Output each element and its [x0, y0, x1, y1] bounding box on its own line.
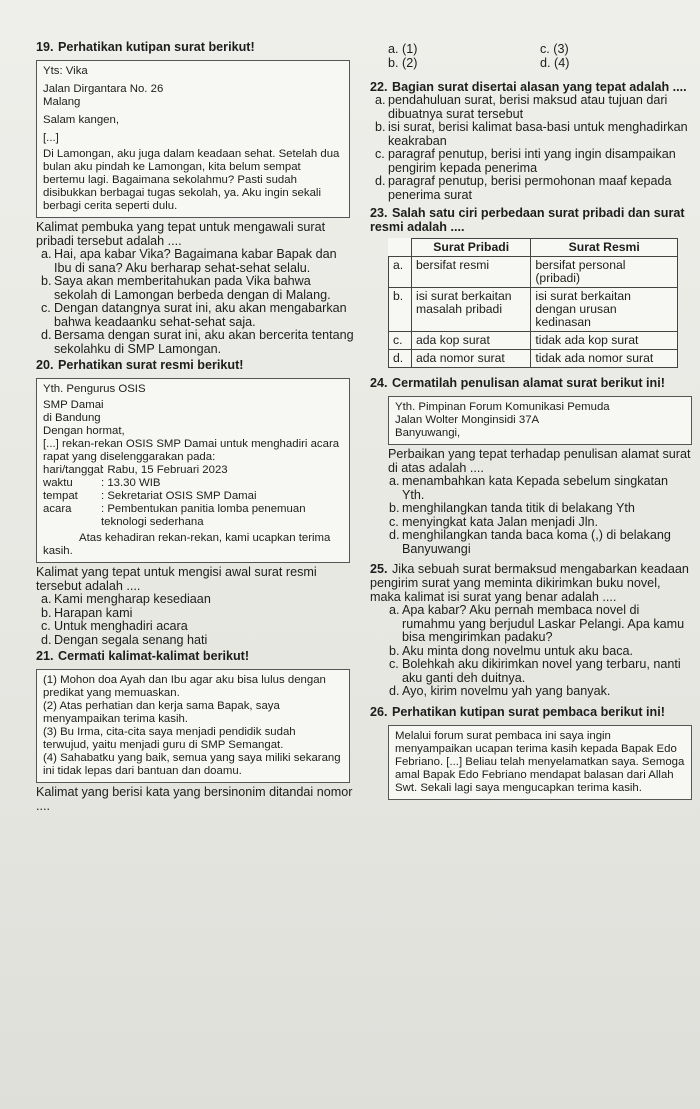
option-c[interactable]: [36, 302, 354, 329]
cell-official: isi surat berkaitan dengan urusan kedinasan: [531, 288, 678, 332]
option-b[interactable]: [36, 607, 354, 621]
option-c[interactable]: [540, 42, 692, 56]
option-letter: a.: [375, 93, 386, 107]
option-a[interactable]: [370, 94, 692, 121]
option-letter: d.: [389, 528, 400, 542]
sentence-item: (1) Mohon doa Ayah dan Ibu agar aku bisa lulus dengan predikat yang memuaskan.: [43, 674, 326, 699]
option-letter: a.: [389, 603, 400, 617]
option-c[interactable]: [370, 516, 692, 530]
question-prompt: Salah satu ciri perbedaan surat pribadi dan surat resmi adalah ....: [370, 206, 685, 234]
option-text: (4): [554, 56, 570, 70]
option-text: menghilangkan tanda baca koma (,) di belakang Banyuwangi: [402, 528, 671, 556]
question-stem: Kalimat pembuka yang tepat untuk mengawali surat pribadi tersebut adalah ....: [36, 220, 326, 248]
option-text: Aku minta dong novelmu untuk aku baca.: [402, 643, 634, 658]
option-text: Dengan segala senang hati: [54, 632, 208, 647]
sentence-item: (4) Sahabatku yang baik, semua yang saya miliki sekarang ini tidak lepas dari bantuan dan doamu.: [43, 752, 341, 777]
letter-city: di Bandung: [43, 412, 101, 424]
detail-row: [43, 464, 343, 477]
cell-personal: isi surat berkaitan masalah pribadi: [412, 288, 531, 332]
option-text: Bolehkah aku dikirimkan novel yang terbaru, nanti aku ganti deh duitnya.: [402, 657, 681, 685]
option-letter: b.: [41, 274, 52, 288]
detail-row: [43, 490, 343, 503]
address-line: Banyuwangi,: [395, 427, 461, 439]
option-d[interactable]: [36, 329, 354, 356]
q21-answer-options: [370, 42, 692, 70]
question-stem: Kalimat yang tepat untuk mengisi awal surat resmi tersebut adalah ....: [36, 565, 317, 593]
question-23: [370, 206, 692, 234]
option-letter: a.: [41, 247, 52, 261]
question-25: [370, 562, 692, 604]
option-b[interactable]: [370, 502, 692, 516]
option-text: menyingkat kata Jalan menjadi Jln.: [402, 514, 599, 529]
option-text: paragraf penutup, berisi permohonan maaf kepada penerima surat: [388, 174, 672, 202]
option-letter: b.: [389, 643, 400, 658]
cell-official: bersifat personal (pribadi): [531, 257, 678, 288]
letter-opening: [...] rekan-rekan OSIS SMP Damai untuk menghadiri acara rapat yang diselenggarakan pada:: [43, 438, 340, 463]
option-c[interactable]: [370, 658, 692, 685]
question-number: 24.: [370, 376, 388, 390]
option-letter: c.: [540, 42, 550, 56]
cell-personal: ada nomor surat: [412, 350, 531, 368]
letter-greeting: Dengan hormat,: [43, 425, 125, 437]
personal-letter-excerpt: [36, 60, 350, 218]
letter-body: Di Lamongan, aku juga dalam keadaan sehat. Setelah dua bulan aku pindah ke Lamongan, kita belum sempat bertemu lagi. Bagaimana sekolahmu? Pasti sudah disibukkan berbagai tugas sekolah, ya. Aku ingin sekali berbagi cerita seperti dulu.: [43, 148, 340, 212]
cell-official: tidak ada kop surat: [531, 332, 678, 350]
question-prompt: Perhatikan surat resmi berikut!: [58, 358, 244, 372]
question-22: [370, 80, 692, 94]
option-letter: d.: [41, 328, 52, 342]
option-text: pendahuluan surat, berisi maksud atau tujuan dari dibuatnya surat tersebut: [388, 93, 668, 121]
option-d[interactable]: [370, 175, 692, 202]
letter-city: Malang: [43, 96, 81, 108]
option-letter: d.: [540, 56, 551, 70]
option-b[interactable]: [388, 56, 540, 70]
question-prompt: Jika sebuah surat bermaksud mengabarkan keadaan pengirim surat yang meminta dikirimkan buku novel, maka kalimat isi surat yang benar adalah ....: [370, 562, 689, 604]
option-text: menghilangkan tanda titik di belakang Yth: [402, 501, 635, 515]
option-a[interactable]: [36, 248, 354, 275]
option-d[interactable]: [370, 529, 692, 556]
letter-school: SMP Damai: [43, 399, 104, 411]
detail-value: : Pembentukan panitia lomba penemuan teknologi sederhana: [101, 503, 306, 528]
letter-address: Jalan Dirgantara No. 26: [43, 83, 164, 95]
option-d[interactable]: [370, 685, 692, 699]
option-d[interactable]: [36, 634, 354, 648]
question-number: 26.: [370, 704, 388, 719]
detail-value: : Rabu, 15 Februari 2023: [101, 464, 228, 476]
option-c[interactable]: [36, 620, 354, 634]
question-prompt: Perhatikan kutipan surat pembaca berikut ini!: [392, 704, 665, 719]
question-19: [36, 40, 354, 54]
cell-personal: ada kop surat: [412, 332, 531, 350]
reader-letter-box: [388, 725, 692, 800]
option-letter: b.: [41, 605, 52, 620]
detail-key: hari/tanggal: [43, 464, 103, 476]
reader-letter-text: Melalui forum surat pembaca ini saya ingin menyampaikan ucapan terima kasih kepada Bapak Edo Febriano. [...] Beliau telah menyelamatkan saya. Semoga amal Bapak Edo Febriano mendapat balasan dari Allah Swt. Sekali lagi saya mengucapkan terima kasih.: [395, 729, 685, 794]
question-number: 19.: [36, 40, 54, 54]
option-a[interactable]: [370, 604, 692, 645]
detail-row: [43, 477, 343, 490]
question-number: 20.: [36, 358, 54, 372]
question-prompt: Perhatikan kutipan surat berikut!: [58, 40, 255, 54]
detail-key: tempat: [43, 490, 78, 502]
question-26: [370, 705, 692, 719]
table-row[interactable]: [389, 257, 678, 288]
option-letter: d.: [41, 632, 52, 647]
option-letter: c.: [375, 147, 385, 161]
option-text: Bersama dengan surat ini, aku akan bercerita tentang sekolahku di SMP Lamongan.: [54, 328, 354, 356]
cell-personal: bersifat resmi: [412, 257, 531, 288]
question-number: 23.: [370, 206, 388, 220]
row-letter: b.: [389, 288, 412, 332]
option-b[interactable]: [370, 645, 692, 659]
q24-options: [370, 475, 692, 556]
comparison-table: [388, 238, 678, 368]
option-text: Untuk menghadiri acara: [54, 619, 188, 633]
option-letter: a.: [41, 592, 52, 606]
option-b[interactable]: [370, 121, 692, 148]
option-d[interactable]: [540, 56, 692, 70]
letter-recipient: Yth. Pengurus OSIS: [43, 383, 146, 395]
table-row[interactable]: [389, 350, 678, 368]
address-line: Yth. Pimpinan Forum Komunikasi Pemuda: [395, 401, 610, 413]
detail-key: waktu: [43, 477, 73, 489]
option-text: Dengan datangnya surat ini, aku akan mengabarkan bahwa keadaanku sehat-sehat saja.: [54, 301, 347, 329]
question-stem: Perbaikan yang tepat terhadap penulisan alamat surat di atas adalah ....: [388, 447, 691, 475]
table-row[interactable]: [389, 288, 678, 332]
detail-value: : 13.30 WIB: [101, 477, 161, 489]
question-prompt: Cermatilah penulisan alamat surat berikut ini!: [392, 376, 665, 390]
question-21: [36, 649, 354, 663]
question-number: 25.: [370, 562, 388, 576]
option-letter: c.: [389, 657, 399, 671]
option-text: Kami mengharap kesediaan: [54, 592, 211, 606]
option-letter: d.: [375, 174, 386, 188]
option-text: isi surat, berisi kalimat basa-basi untuk menghadirkan keakraban: [388, 120, 688, 148]
row-letter: c.: [389, 332, 412, 350]
option-letter: d.: [389, 684, 400, 698]
letter-ellipsis: [...]: [43, 132, 59, 144]
cell-official: tidak ada nomor surat: [531, 350, 678, 368]
option-text: (2): [402, 56, 418, 70]
q20-options: [36, 593, 354, 647]
option-letter: b.: [388, 56, 399, 70]
left-column: [36, 40, 354, 813]
table-header-row: [389, 239, 678, 257]
q25-options: [370, 604, 692, 699]
question-number: 22.: [370, 80, 388, 94]
option-text: Hai, apa kabar Vika? Bagaimana kabar Bapak dan Ibu di sana? Aku berharap sehat-sehat selalu.: [54, 247, 337, 275]
sentence-item: (3) Bu Irma, cita-cita saya menjadi pendidik sudah terwujud, yaitu menjadi guru di SMP Semangat.: [43, 726, 296, 751]
header-official: Surat Resmi: [531, 239, 678, 257]
option-text: menambahkan kata Kepada sebelum singkatan Yth.: [402, 474, 669, 502]
question-number: 21.: [36, 649, 54, 663]
option-letter: b.: [389, 501, 400, 515]
address-line: Jalan Wolter Monginsidi 37A: [395, 414, 540, 426]
option-letter: b.: [375, 120, 386, 134]
question-20: [36, 358, 354, 372]
option-text: Apa kabar? Aku pernah membaca novel di rumahmu yang berjudul Laskar Pelangi. Apa kamu bisa mengirimkan padaku?: [402, 603, 685, 644]
option-a[interactable]: [388, 42, 540, 56]
detail-value: : Sekretariat OSIS SMP Damai: [101, 490, 257, 502]
option-a[interactable]: [36, 593, 354, 607]
question-prompt: Cermati kalimat-kalimat berikut!: [58, 649, 250, 663]
header-spacer: [389, 239, 412, 257]
letter-greeting: Salam kangen,: [43, 114, 119, 126]
question-24: [370, 376, 692, 390]
q19-options: [36, 248, 354, 356]
official-letter-excerpt: [36, 378, 350, 563]
letter-recipient: Yts: Vika: [43, 65, 88, 77]
table-row[interactable]: [389, 332, 678, 350]
sentences-box: [36, 669, 350, 783]
option-c[interactable]: [370, 148, 692, 175]
right-column: [370, 42, 692, 800]
sentence-item: (2) Atas perhatian dan kerja sama Bapak, saya menyampaikan terima kasih.: [43, 700, 280, 725]
row-letter: a.: [389, 257, 412, 288]
option-b[interactable]: [36, 275, 354, 302]
header-personal: Surat Pribadi: [412, 239, 531, 257]
address-box: [388, 396, 692, 445]
detail-row: [43, 503, 343, 529]
option-letter: a.: [388, 42, 399, 56]
option-letter: c.: [389, 514, 399, 529]
option-a[interactable]: [370, 475, 692, 502]
option-text: paragraf penutup, berisi inti yang ingin disampaikan pengirim kepada penerima: [388, 147, 676, 175]
question-stem: Kalimat yang berisi kata yang bersinonim ditandai nomor ....: [36, 785, 353, 813]
letter-closing: Atas kehadiran rekan-rekan, kami ucapkan terima kasih.: [43, 532, 331, 557]
option-text: (1): [402, 42, 418, 56]
option-letter: c.: [41, 619, 51, 633]
option-text: Saya akan memberitahukan pada Vika bahwa sekolah di Lamongan berbeda dengan di Malang.: [54, 274, 331, 302]
row-letter: d.: [389, 350, 412, 368]
option-letter: c.: [41, 301, 51, 315]
option-text: (3): [553, 42, 569, 56]
question-prompt: Bagian surat disertai alasan yang tepat adalah ....: [392, 80, 687, 94]
detail-key: acara: [43, 503, 72, 515]
q22-options: [370, 94, 692, 202]
option-letter: a.: [389, 474, 400, 488]
option-text: Harapan kami: [54, 605, 133, 620]
option-text: Ayo, kirim novelmu yah yang banyak.: [402, 684, 611, 698]
